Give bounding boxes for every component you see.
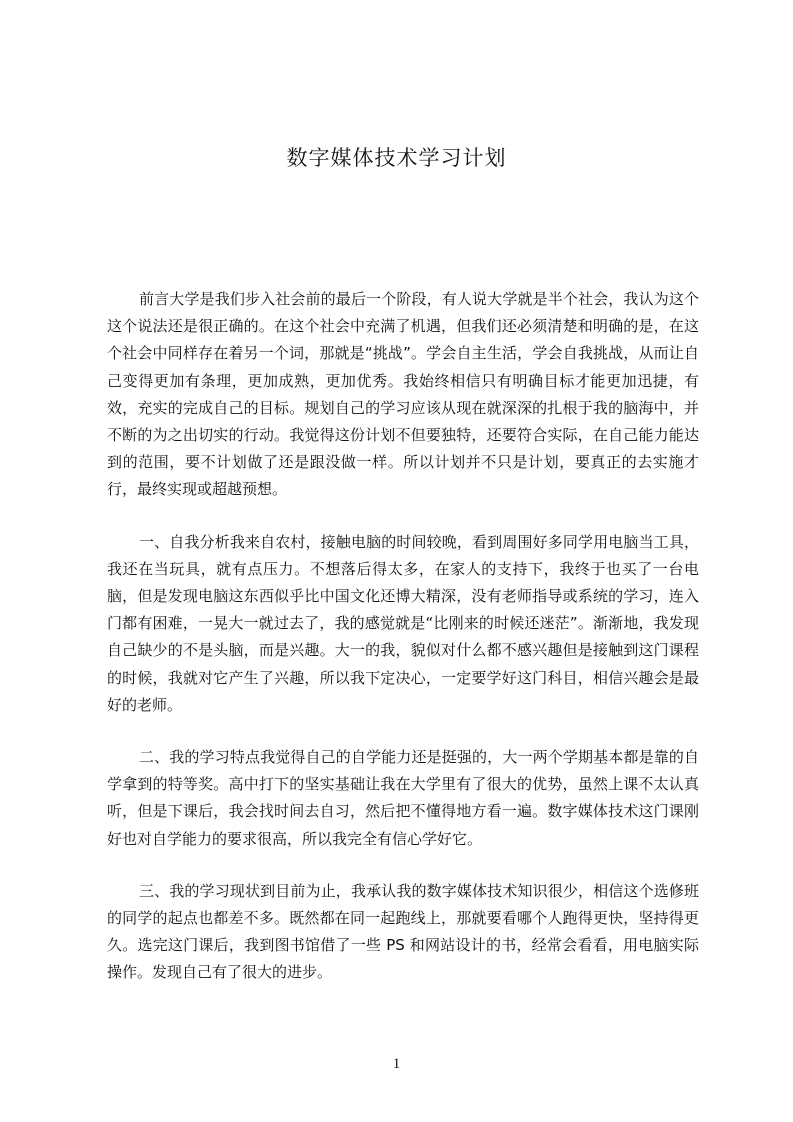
paragraph-preface: 前言大学是我们步入社会前的最后一个阶段，有人说大学就是半个社会，我认为这个这个说法还是很正确的。在这个社会中充满了机遇，但我们还必须清楚和明确的是，在这个社会中同样存在着另一个词，那就是“挑战”。学会自主生活，学会自我挑战，从而让自己变得更加有条理，更加成熟，更加优秀。我始终相信只有明确目标才能更加迅捷，有效，充实的完成自己的目标。规划自己的学习应该从现在就深深的扎根于我的脑海中，并不断的为之出切实的行动。我觉得这份计划不但要独特，还要符合实际，在自己能力能达到的范围，要不计划做了还是跟没做一样。所以计划并不只是计划，要真正的去实施才行，最终实现或超越预想。 — [107, 290, 699, 499]
paragraph-learning-traits: 二、我的学习特点我觉得自己的自学能力还是挺强的，大一两个学期基本都是靠的自学拿到的特等奖。高中打下的坚实基础让我在大学里有了很大的优势，虽然上课不太认真听，但是下课后，我会找时间去自习，然后把不懂得地方看一遍。数字媒体技术这门课刚好也对自学能力的要求很高，所以我完全有信心学好它。 — [107, 748, 699, 848]
document-body — [107, 286, 699, 1012]
document-title: 数字媒体技术学习计划 — [286, 146, 507, 170]
paragraph-learning-status: 三、我的学习现状到目前为止，我承认我的数字媒体技术知识很少，相信这个选修班的同学的起点也都差不多。既然都在同一起跑线上，那就要看哪个人跑得更快，坚持得更久。选完这门课后，我到图书馆借了一些 PS 和网站设计的书，经常会看看，用电脑实际操作。发现自己有了很大的进步。 — [107, 881, 699, 982]
paragraph-self-analysis: 一、自我分析我来自农村，接触电脑的时间较晚，看到周围好多同学用电脑当工具，我还在当玩具，就有点压力。不想落后得太多，在家人的支持下，我终于也买了一台电脑，但是发现电脑这东西似乎比中国文化还博大精深，没有老师指导或系统的学习，连入门都有困难，一晃大一就过去了，我的感觉就是“比刚来的时候还迷茫”。渐渐地，我发现自己缺少的不是头脑，而是兴趣。大一的我，貌似对什么都不感兴趣但是接触到这门课程的时候，我就对它产生了兴趣，所以我下定决心，一定要学好这门科目，相信兴趣会是最好的老师。 — [107, 532, 699, 714]
page-number: 1 — [392, 1056, 401, 1072]
